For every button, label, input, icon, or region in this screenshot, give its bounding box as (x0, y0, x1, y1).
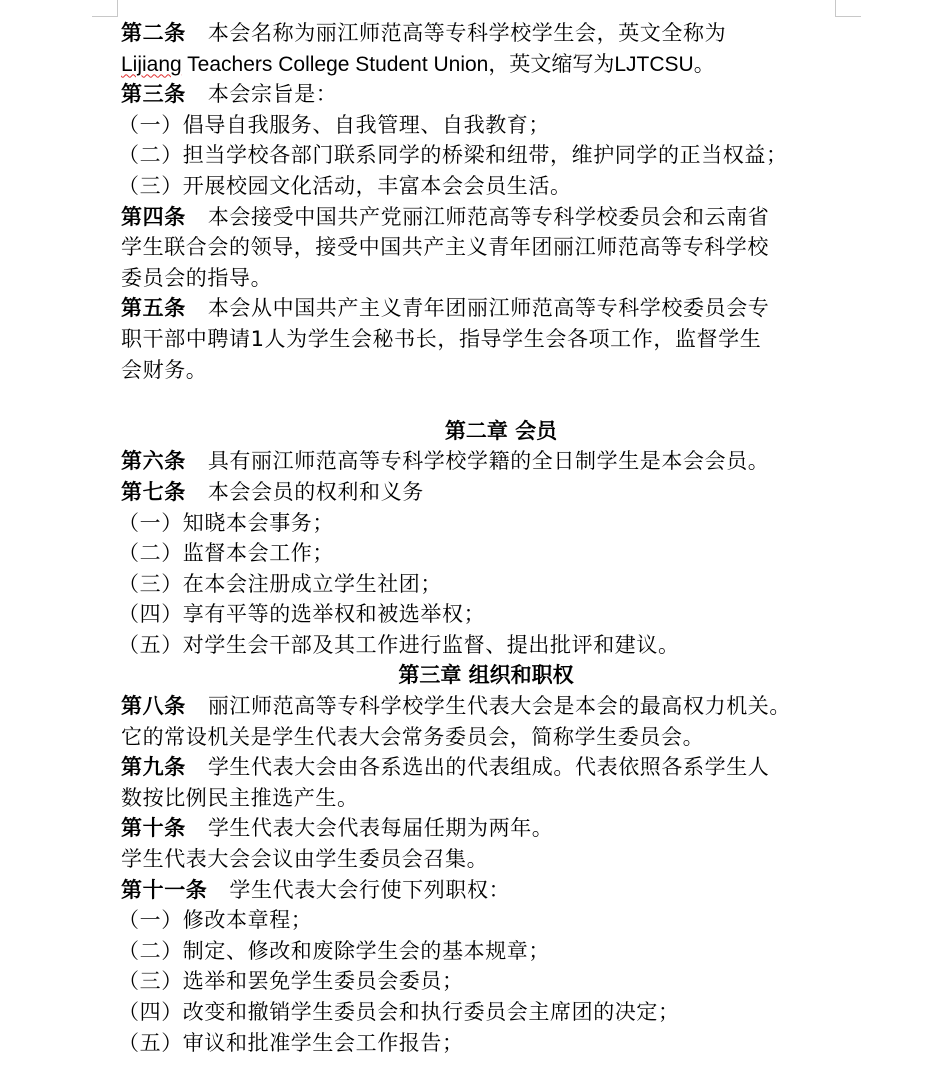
article-11-item-5: （五）审议和批准学生会工作报告； (118, 1030, 464, 1055)
article-11-line (121, 875, 851, 906)
margin-corner-mark-left (92, 0, 118, 17)
article-2-label: 第二条 (121, 21, 186, 45)
article-5-label: 第五条 (121, 296, 186, 321)
article-9-line-1 (121, 752, 851, 783)
spellcheck-flagged-word[interactable]: Lijiang (121, 52, 182, 76)
article-4-text-1: 本会接受中国共产党丽江师范高等专科学校委员会和云南省 (207, 204, 770, 229)
chapter-2-heading: 第二章 会员 (444, 417, 558, 443)
article-3-text: 本会宗旨是： (207, 82, 338, 107)
article-3-label: 第三条 (121, 82, 186, 107)
article-9-text-1: 学生代表大会由各系选出的代表组成。代表依照各系学生人 (207, 755, 770, 780)
article-5-line-3: 会财务。 (121, 357, 208, 382)
article-7-label: 第七条 (121, 479, 186, 504)
article-2-text-2: Teachers College Student Union，英文缩写为LJTCSU。 (181, 52, 715, 76)
article-7-item-2: （二）监督本会工作； (118, 541, 334, 566)
article-2-line-1 (121, 18, 851, 49)
article-5-text-1: 本会从中国共产主义青年团丽江师范高等专科学校委员会专 (207, 296, 770, 321)
article-3-item-3: （三）开展校园文化活动，丰富本会会员生活。 (118, 173, 572, 198)
article-11-item-3: （三）选举和罢免学生委员会委员； (118, 969, 464, 994)
article-11-item-2: （二）制定、修改和废除学生会的基本规章； (118, 938, 550, 963)
margin-corner-mark-right (835, 0, 861, 17)
article-9-line-2: 数按比例民主推选产生。 (121, 785, 359, 810)
article-3-item-2: （二）担当学校各部门联系同学的桥梁和纽带，维护同学的正当权益； (118, 143, 788, 168)
article-7-item-3: （三）在本会注册成立学生社团； (118, 571, 442, 596)
article-4-line-2: 学生联合会的领导，接受中国共产主义青年团丽江师范高等专科学校 (121, 235, 769, 260)
article-9-label: 第九条 (121, 755, 186, 780)
article-10-line-1 (121, 813, 851, 844)
article-7-item-4: （四）享有平等的选举权和被选举权； (118, 602, 486, 627)
document-body[interactable] (118, 18, 851, 1058)
article-8-line-1 (121, 691, 851, 722)
article-4-line-3: 委员会的指导。 (121, 265, 273, 290)
article-5-line-2: 职干部中聘请1人为学生会秘书长，指导学生会各项工作，监督学生 (121, 326, 762, 351)
article-7-item-5: （五）对学生会干部及其工作进行监督、提出批评和建议。 (118, 632, 680, 657)
chapter-3-heading: 第三章 组织和职权 (398, 662, 574, 688)
article-2-text-1: 本会名称为丽江师范高等专科学校学生会，英文全称为 (207, 21, 727, 45)
article-11-label: 第十一条 (121, 877, 208, 902)
article-6-label: 第六条 (121, 449, 186, 474)
article-10-text-1: 学生代表大会代表每届任期为两年。 (207, 816, 554, 841)
article-4-label: 第四条 (121, 204, 186, 229)
article-10-label: 第十条 (121, 816, 186, 841)
article-8-line-2: 它的常设机关是学生代表大会常务委员会，简称学生委员会。 (121, 724, 705, 749)
article-8-label: 第八条 (121, 694, 186, 719)
article-7-line (121, 477, 851, 508)
article-8-text-1: 丽江师范高等专科学校学生代表大会是本会的最高权力机关。 (207, 694, 792, 719)
article-10-line-2: 学生代表大会会议由学生委员会召集。 (121, 847, 489, 872)
blank-line (121, 385, 851, 416)
article-3-item-1: （一）倡导自我服务、自我管理、自我教育； (118, 112, 550, 137)
article-6-line (121, 446, 851, 477)
article-11-text: 学生代表大会行使下列职权： (229, 877, 511, 902)
article-2-line-2 (121, 49, 851, 80)
article-11-item-4: （四）改变和撤销学生委员会和执行委员会主席团的决定； (118, 1000, 680, 1024)
article-5-line-1 (121, 293, 851, 324)
article-4-line-1 (121, 202, 851, 233)
article-3-line (121, 79, 851, 110)
article-11-item-1: （一）修改本章程； (118, 908, 313, 933)
article-7-item-1: （一）知晓本会事务； (118, 510, 334, 535)
article-6-text: 具有丽江师范高等专科学校学籍的全日制学生是本会会员。 (207, 449, 770, 474)
article-7-text: 本会会员的权利和义务 (207, 479, 424, 504)
